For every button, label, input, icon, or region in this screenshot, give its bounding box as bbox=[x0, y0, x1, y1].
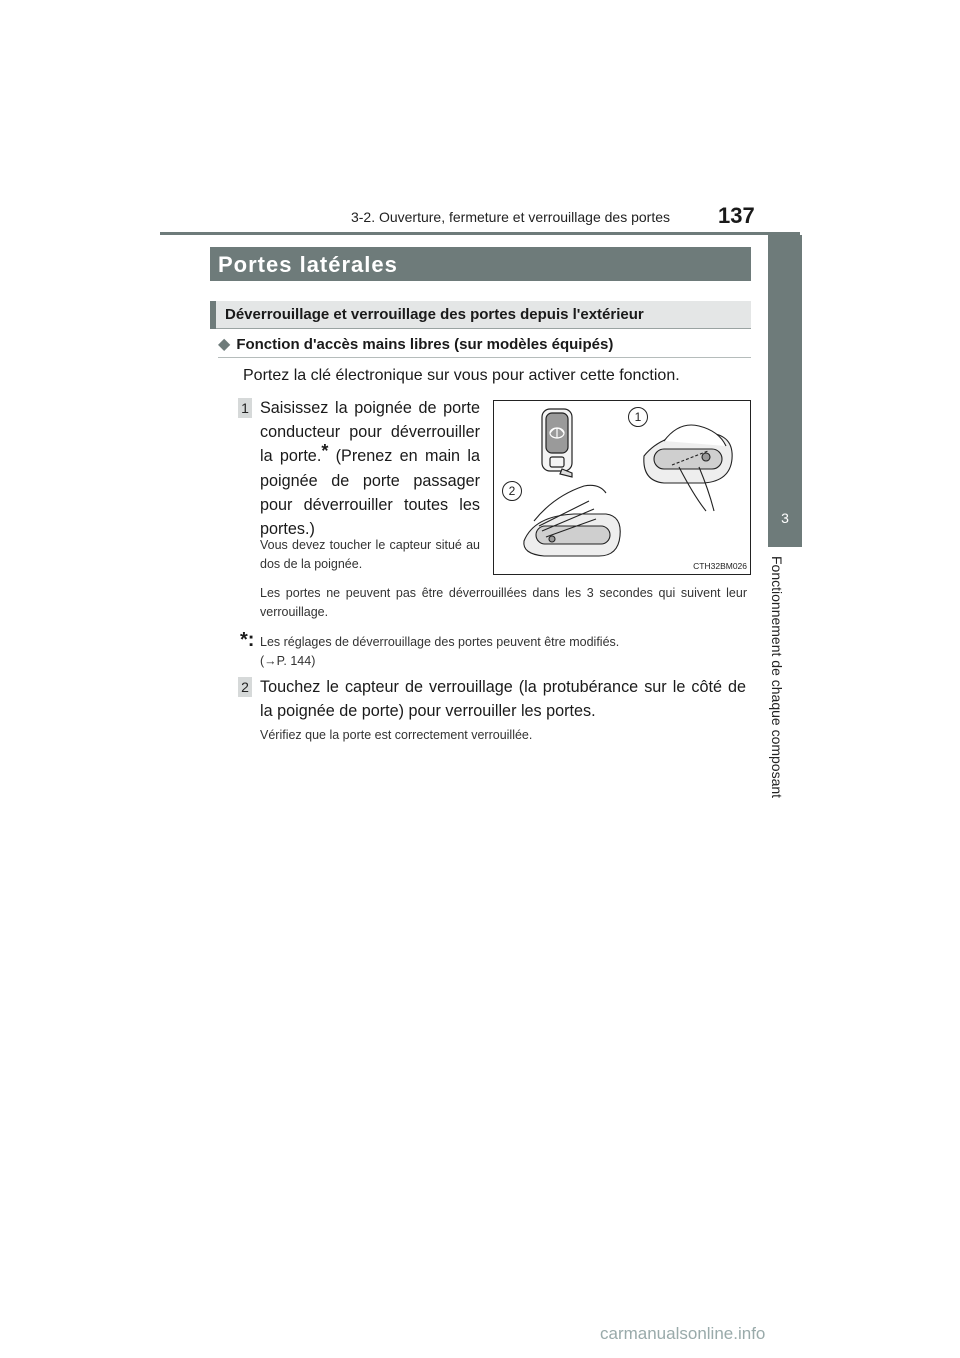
step-2-text: Touchez le capteur de verrouillage (la protubérance sur le côté de la poignée de porte) pour verrouiller les portes. bbox=[260, 678, 746, 720]
step-1-footnote-star: * bbox=[321, 441, 329, 462]
step-2-marker: 2 bbox=[238, 677, 252, 697]
subsection-heading bbox=[210, 301, 751, 329]
side-tab-number: 3 bbox=[768, 489, 802, 547]
section-title: Portes latérales bbox=[218, 252, 398, 277]
footnote-page-reference[interactable]: (→P. 144) bbox=[260, 654, 316, 668]
page-number: 137 bbox=[718, 203, 755, 228]
chapter-title: 3-2. Ouverture, fermeture et verrouillage des portes bbox=[350, 209, 670, 225]
watermark: carmanualsonline.info bbox=[600, 1324, 766, 1343]
subsection-bar bbox=[210, 301, 216, 329]
footnote-text bbox=[260, 633, 750, 671]
feature-heading-text: Fonction d'accès mains libres (sur modèles équipés) bbox=[236, 336, 614, 353]
header-rule bbox=[160, 232, 800, 235]
callout-2: 2 bbox=[502, 481, 522, 501]
diamond-bullet-icon: ◆ bbox=[218, 336, 231, 353]
step-2-note: Vérifiez que la porte est correctement verrouillée. bbox=[260, 728, 533, 742]
feature-rule bbox=[218, 357, 751, 358]
step-1-text-main: Saisissez la poignée de porte conducteur pour déverrouiller la porte. bbox=[260, 399, 480, 466]
figure-code: CTH32BM026 bbox=[693, 561, 747, 571]
feature-heading bbox=[218, 334, 613, 354]
step-1-note: Vous devez toucher le capteur situé au dos de la poignée. bbox=[260, 538, 480, 571]
side-tab-label: Fonctionnement de chaque composant bbox=[769, 556, 785, 799]
step-1-note-2: Les portes ne peuvent pas être déverrouillées dans les 3 secondes qui suivent leur verrouillage. bbox=[260, 586, 747, 619]
subsection-title: Déverrouillage et verrouillage des portes depuis l'extérieur bbox=[225, 306, 644, 323]
step-1-marker: 1 bbox=[238, 398, 252, 418]
intro-text: Portez la clé électronique sur vous pour activer cette fonction. bbox=[243, 367, 680, 384]
illustration-drawing bbox=[494, 401, 750, 574]
door-handle-grip-illustration bbox=[644, 425, 732, 511]
smart-key-icon bbox=[542, 409, 572, 477]
step-1-text bbox=[260, 396, 480, 541]
hands-free-illustration bbox=[493, 400, 751, 575]
section-heading bbox=[210, 247, 751, 281]
footnote-line-1: Les réglages de déverrouillage des portes peuvent être modifiés. bbox=[260, 635, 620, 649]
door-handle-touch-illustration bbox=[524, 485, 620, 556]
footnote-mark: *: bbox=[240, 629, 255, 651]
callout-1: 1 bbox=[628, 407, 648, 427]
step-1-text-paren: (Prenez en main la poignée de porte passager pour déverrouiller toutes les portes.) bbox=[260, 447, 480, 539]
side-tab-bar bbox=[768, 235, 802, 489]
